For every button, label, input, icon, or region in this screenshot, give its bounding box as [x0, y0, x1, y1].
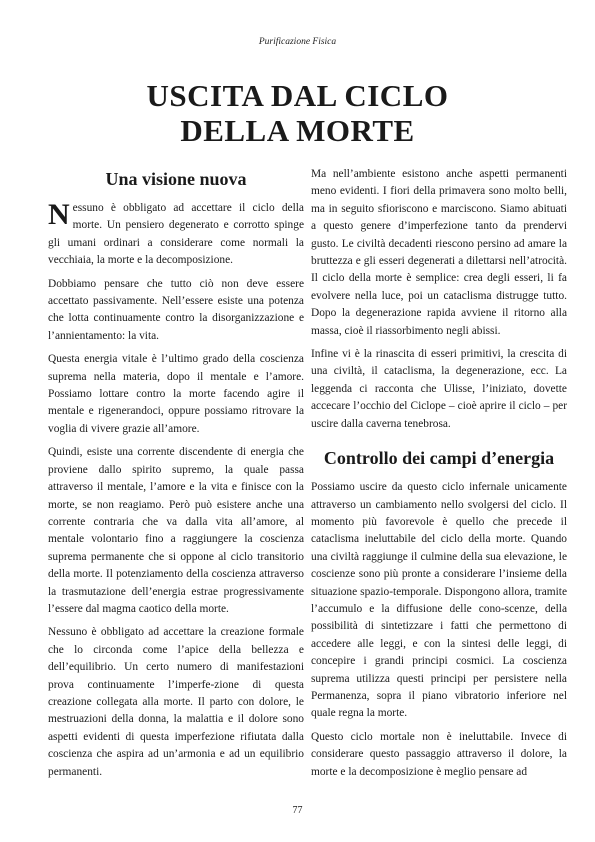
- paragraph: Nessuno è obbligato ad accettare la creazione formale che lo circonda come l’apice della bellezza e dell’equilibrio. Un certo numero di manifestazioni prova continuamente l’imperfe-zione di questa creazione collegata alla morte. Il parto con dolore, le mestruazioni della donna, la malattia e il dolore sono aspetti evidenti di questa imperfezione rifiutata dalla coscienza che aspira ad un’armonia e ad un equilibrio permanenti.: [48, 626, 304, 778]
- section-heading-visione: Una visione nuova: [105, 169, 247, 189]
- drop-cap: N: [48, 198, 70, 231]
- paragraph: Quindi, esiste una corrente discendente di energia che proviene dallo spirito supremo, la quale passa attraverso il mentale, l’amore e la vita e finisce con la morte, se non reagiamo. Però può esistere anche una corrente contraria che va dalla vita all’amore, al mentale volontario fino a raggiungere la coscienza suprema permanente che si oppone al ciclo transitorio della morte. Il potenziamento della coscienza attraverso la trasmutazione dell’energia estrae progressivamente l’essere dal magma caotico della morte.: [48, 446, 304, 615]
- chapter-title: [0, 78, 595, 148]
- paragraph: Infine vi è la rinascita di esseri primitivi, la crescita di una civiltà, il cataclisma, la degenerazione, ecc. La leggenda ci racconta che Ulisse, l’iniziato, dovette accecare l’occhio del Ciclope – cioè aprire il ciclo – per uscire dalla caverna tenebrosa.: [311, 348, 567, 430]
- page-number: 77: [292, 805, 303, 816]
- paragraph: Questa energia vitale è l’ultimo grado della coscienza suprema nella materia, dopo il mentale e l’amore. Possiamo lottare contro la morte facendo agire il mentale e rigenerandoci, oppure possiamo ritrovare la voglia di vivere grazie all’amore.: [48, 353, 304, 435]
- chapter-title-line-2: DELLA MORTE: [180, 113, 415, 148]
- right-column: [311, 166, 567, 787]
- paragraph: Questo ciclo mortale non è ineluttabile. Invece di considerare questo passaggio attraverso il dolore, la morte e la decomposizione è meglio pensare ad: [311, 730, 567, 778]
- section-heading-controllo: Controllo dei campi d’energia: [323, 448, 555, 469]
- paragraph: Possiamo uscire da questo ciclo infernale unicamente attraverso un cambiamento nello svolgersi del ciclo. Il momento più favorevole è quello che precede il cataclisma ineluttabile del ciclo della morte. Quando una civiltà raggiunge il culmine della sua elevazione, le coscienze sono più pronte a considerare l’insieme della situazione spazio-temporale. Dispongono allora, tramite l’accumulo e la diffusione delle cono-scenze, della possibilità di sintetizzare i fatti che permettono di accedere alle leggi, e con la sintesi delle leggi, di concepire i grandi principi cosmici. La coscienza suprema utilizza questi principi per persistere nella Permanenza, sopra il piano vibratorio inferiore nel quale regna la morte.: [311, 481, 567, 720]
- paragraph: Ma nell’ambiente esistono anche aspetti permanenti meno evidenti. I fiori della primavera sono molto belli, ma in seguito sfioriscono e marciscono. Siamo abituati a questo genere d’imperfezione tanto da prendervi gusto. Le civiltà decadenti riescono persino ad amare la bruttezza e gli esseri degenerati a dilettarsi nell’atrocità. Il ciclo della morte è semplice: crea degli esseri, li fa evolvere nella luce, poi un cataclisma distrugge tutto. Dopo la degenerazione rapida avviene il ritorno alla massa, cioè il riassorbimento negli abissi.: [311, 168, 567, 337]
- running-header: Purificazione Fisica: [258, 37, 337, 47]
- paragraph-text: essuno è obbligato ad accettare il ciclo della morte. Un pensiero degenerato e corrotto spinge gli umani ordinari a considerare come normali la vecchiaia, la morte e la decomposizione.: [48, 202, 304, 267]
- paragraph: Dobbiamo pensare che tutto ciò non deve essere accettato passivamente. Nell’essere esiste una potenza che lotta continuamente contro la disorganizzazione e l’annientamento: la vita.: [48, 277, 304, 342]
- left-column: [48, 162, 304, 787]
- paragraph: [48, 200, 304, 270]
- chapter-title-line-1: USCITA DAL CICLO: [146, 78, 449, 113]
